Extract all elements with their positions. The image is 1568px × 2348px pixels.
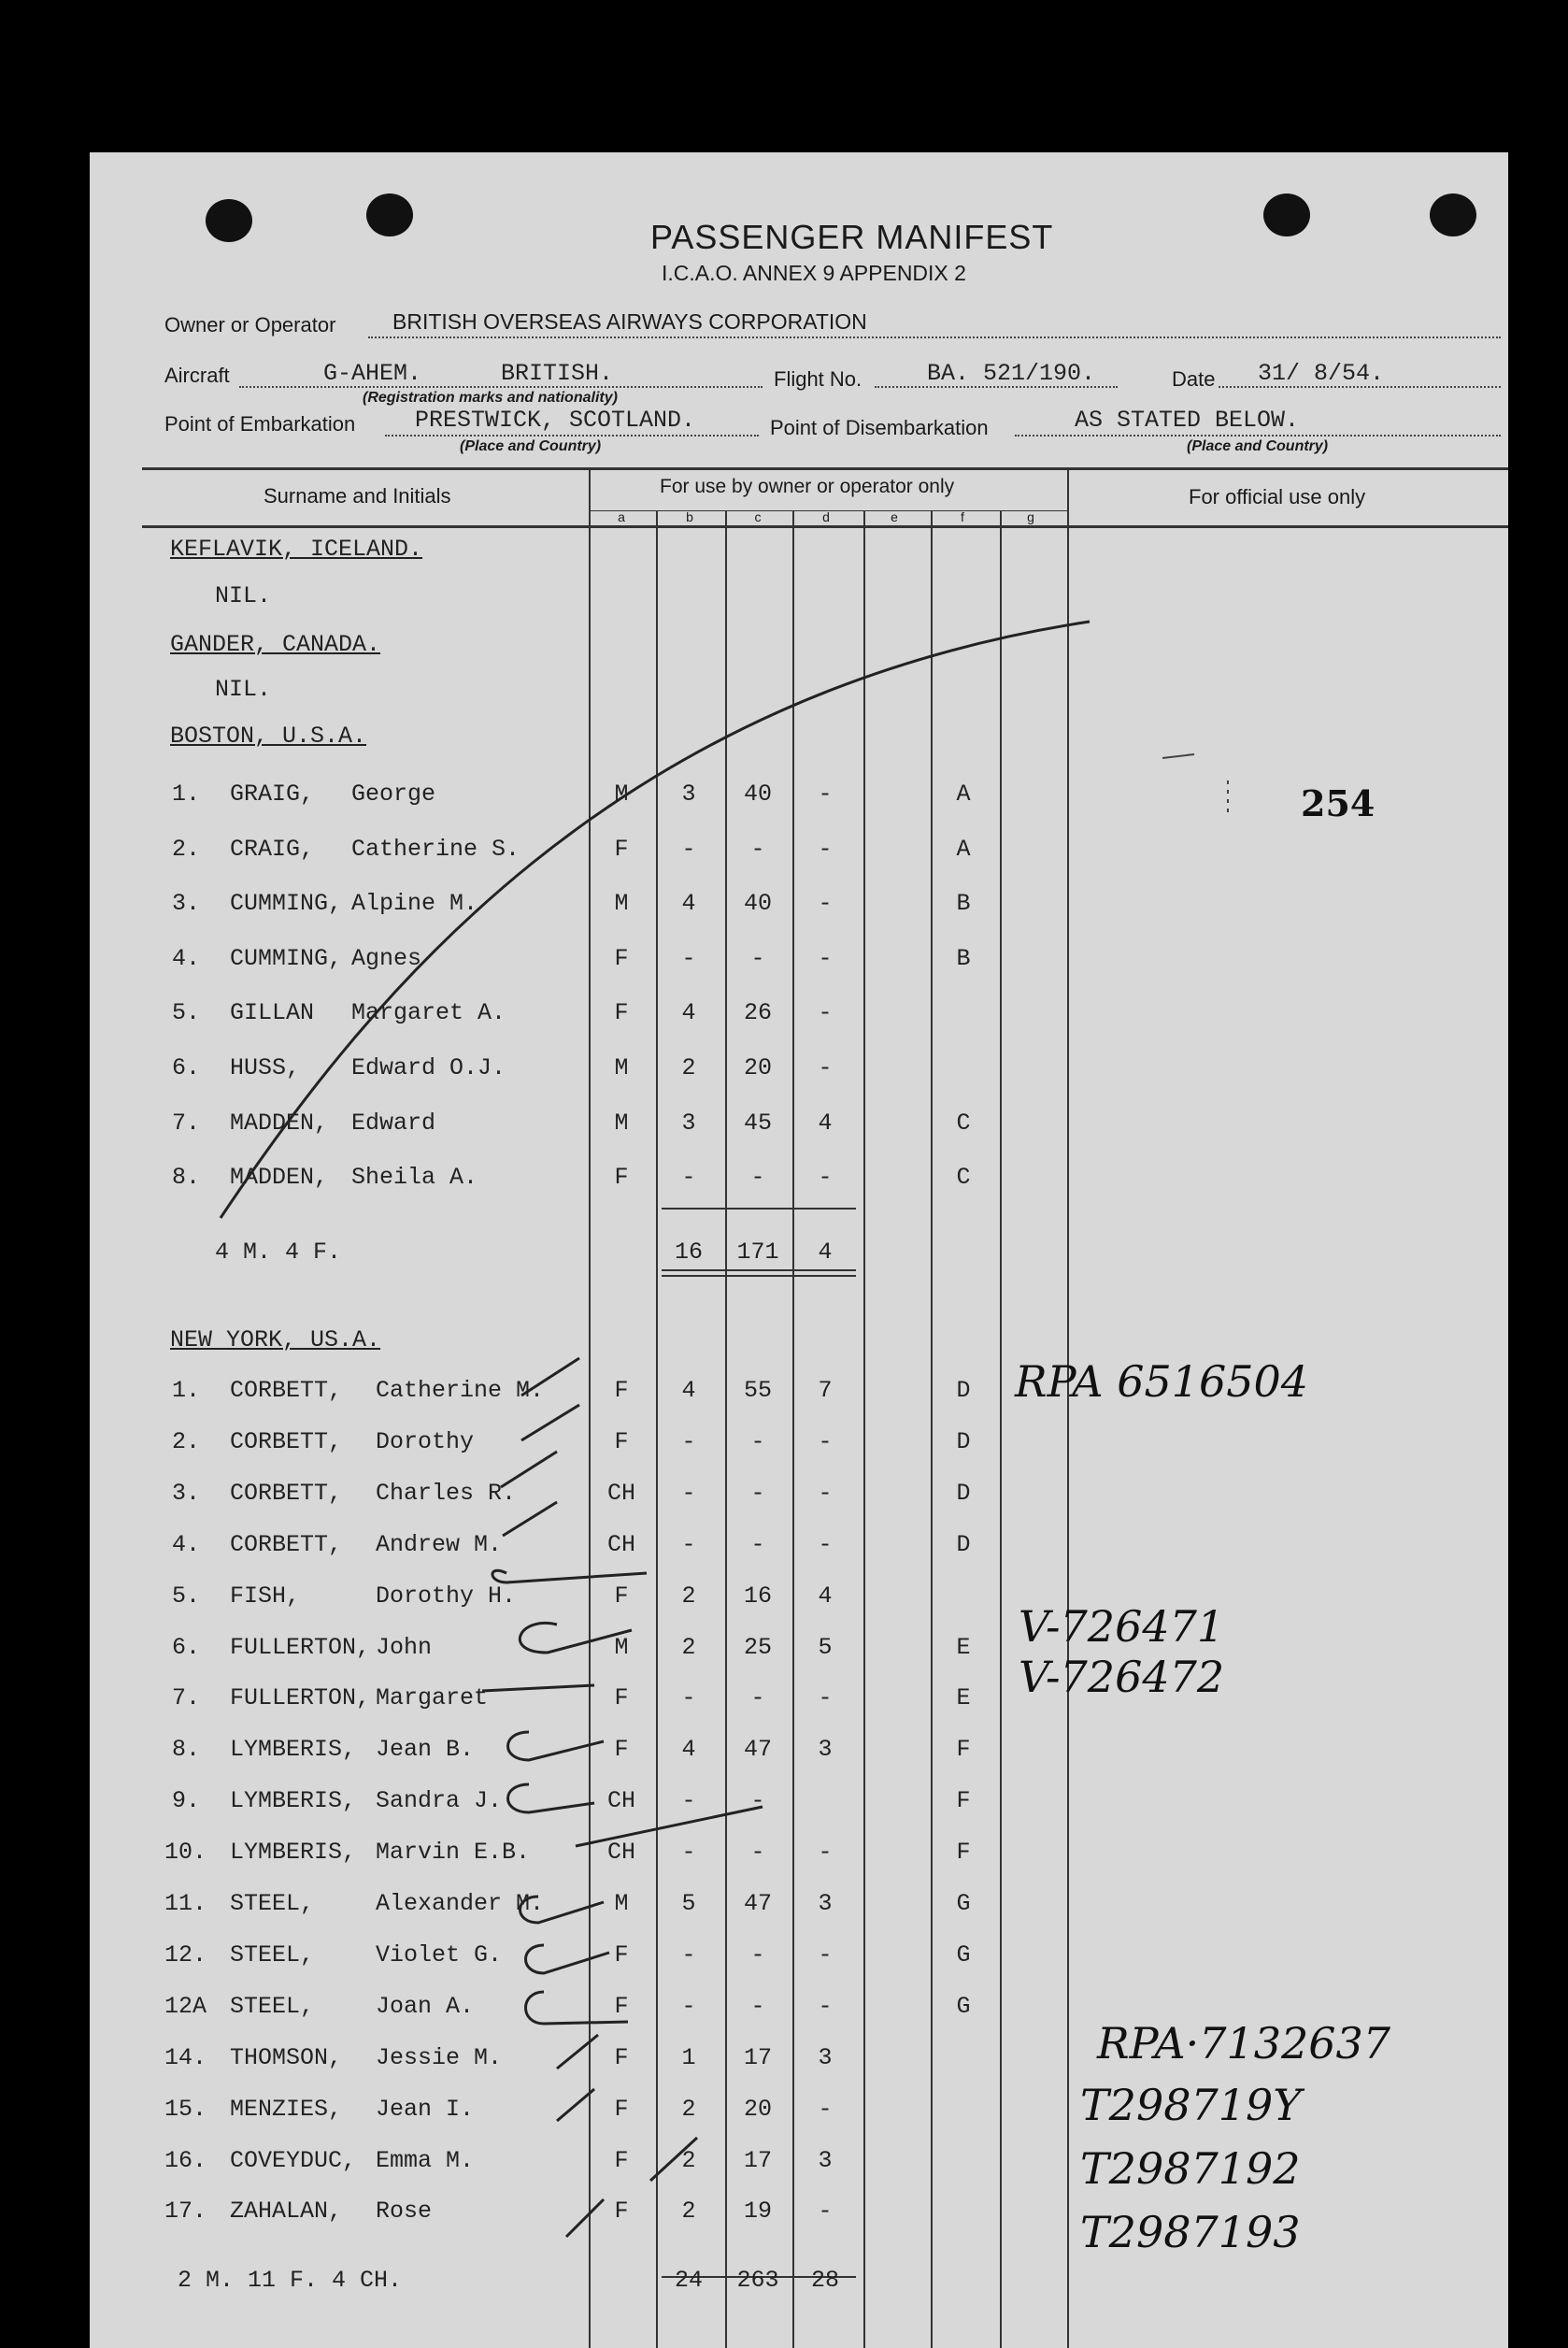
passenger-a: F bbox=[614, 1736, 629, 1764]
passenger-c: 25 bbox=[743, 1633, 772, 1661]
flight-label: Flight No. bbox=[774, 367, 862, 391]
passenger-b: 2 bbox=[681, 2095, 696, 2123]
passenger-b: 3 bbox=[681, 1109, 696, 1137]
passenger-given: Alexander M. bbox=[376, 1890, 545, 1917]
passenger-no: 15. bbox=[164, 2095, 207, 2123]
column-letter: a bbox=[618, 509, 625, 524]
passenger-b: 1 bbox=[681, 2043, 696, 2071]
section-keflavik-note: NIL. bbox=[215, 582, 272, 609]
passenger-b: - bbox=[681, 1787, 696, 1815]
passenger-no: 14. bbox=[164, 2043, 207, 2071]
aircraft-registration: G-AHEM. bbox=[323, 360, 422, 387]
column-letter: b bbox=[686, 509, 693, 524]
passenger-f: B bbox=[956, 944, 971, 972]
passenger-given: George bbox=[351, 780, 436, 808]
passenger-surname: CORBETT, bbox=[230, 1427, 343, 1455]
boston-total-b: 16 bbox=[674, 1238, 703, 1266]
date-label: Date bbox=[1172, 367, 1216, 391]
passenger-given: John bbox=[376, 1633, 433, 1661]
passenger-surname: MADDEN, bbox=[230, 1164, 329, 1192]
col-surname-header: Surname and Initials bbox=[264, 484, 451, 508]
passenger-f: B bbox=[956, 890, 971, 918]
passenger-f: D bbox=[956, 1377, 971, 1404]
passenger-a: F bbox=[614, 2095, 629, 2123]
passenger-d: - bbox=[818, 2198, 833, 2226]
newyork-total-label: 2 M. 11 F. 4 CH. bbox=[178, 2267, 403, 2294]
handwritten-rpa-1: RPA 6516504 bbox=[1015, 1356, 1309, 1407]
passenger-a: M bbox=[614, 1890, 629, 1917]
passenger-surname: MADDEN, bbox=[230, 1109, 329, 1137]
col-owner-header: For use by owner or operator only bbox=[660, 476, 955, 497]
column-letter: c bbox=[754, 509, 762, 524]
passenger-c: 17 bbox=[743, 2146, 772, 2174]
passenger-a: F bbox=[614, 2043, 629, 2071]
passenger-given: Catherine S. bbox=[351, 835, 520, 863]
passenger-surname: CUMMING, bbox=[230, 944, 343, 972]
section-boston-title: BOSTON, U.S.A. bbox=[170, 723, 367, 750]
passenger-b: 2 bbox=[681, 1633, 696, 1661]
passenger-c: - bbox=[750, 1479, 765, 1507]
passenger-surname: MENZIES, bbox=[230, 2095, 343, 2123]
passenger-f: F bbox=[956, 1787, 971, 1815]
passenger-c: 20 bbox=[743, 1054, 772, 1081]
passenger-a: CH bbox=[606, 1839, 635, 1867]
passenger-surname: CORBETT, bbox=[230, 1479, 343, 1507]
passenger-a: F bbox=[614, 1992, 629, 2020]
passenger-d: - bbox=[818, 1164, 833, 1192]
passenger-a: F bbox=[614, 2198, 629, 2226]
passenger-a: F bbox=[614, 999, 629, 1027]
embarkation-note: (Place and Country) bbox=[460, 438, 602, 454]
passenger-b: - bbox=[681, 1479, 696, 1507]
passenger-a: M bbox=[614, 890, 629, 918]
passenger-d: - bbox=[818, 999, 833, 1027]
passenger-no: 10. bbox=[164, 1839, 207, 1867]
passenger-a: CH bbox=[606, 1787, 635, 1815]
passenger-c: 45 bbox=[743, 1109, 772, 1137]
passenger-given: Jean I. bbox=[376, 2095, 475, 2123]
passenger-surname: FULLERTON, bbox=[230, 1684, 371, 1712]
passenger-b: - bbox=[681, 1992, 696, 2020]
passenger-a: F bbox=[614, 1684, 629, 1712]
passenger-c: - bbox=[750, 1427, 765, 1455]
passenger-a: M bbox=[614, 1054, 629, 1081]
passenger-c: 26 bbox=[743, 999, 772, 1027]
section-gander-title: GANDER, CANADA. bbox=[170, 631, 381, 658]
handwritten-t-1: T298719Y bbox=[1080, 2080, 1302, 2130]
passenger-d: - bbox=[818, 1479, 833, 1507]
passenger-d: - bbox=[818, 1054, 833, 1081]
handwritten-v-2: V-726472 bbox=[1019, 1652, 1225, 1702]
passenger-f: A bbox=[956, 780, 971, 808]
passenger-no: 7. bbox=[172, 1109, 201, 1137]
passenger-given: Dorothy H. bbox=[376, 1582, 517, 1610]
passenger-d: - bbox=[818, 835, 833, 863]
passenger-given: Joan A. bbox=[376, 1992, 475, 2020]
pen-marks bbox=[90, 152, 1508, 2348]
column-letter: e bbox=[891, 509, 898, 524]
page-subtitle: I.C.A.O. ANNEX 9 APPENDIX 2 bbox=[662, 261, 966, 285]
passenger-surname: GILLAN bbox=[230, 999, 315, 1027]
passenger-c: 47 bbox=[743, 1736, 772, 1764]
passenger-no: 1. bbox=[172, 1377, 201, 1404]
passenger-no: 8. bbox=[172, 1736, 201, 1764]
passenger-b: 2 bbox=[681, 2198, 696, 2226]
passenger-b: 2 bbox=[681, 1054, 696, 1081]
section-newyork-title: NEW YORK, US.A. bbox=[170, 1326, 381, 1353]
passenger-b: - bbox=[681, 1164, 696, 1192]
passenger-no: 1. bbox=[172, 780, 201, 808]
passenger-surname: GRAIG, bbox=[230, 780, 315, 808]
manifest-sheet bbox=[90, 152, 1508, 2348]
passenger-f: E bbox=[956, 1633, 971, 1661]
passenger-f: G bbox=[956, 1992, 971, 2020]
passenger-d: - bbox=[818, 1684, 833, 1712]
passenger-b: 4 bbox=[681, 1736, 696, 1764]
passenger-a: CH bbox=[606, 1530, 635, 1558]
passenger-given: Emma M. bbox=[376, 2146, 475, 2174]
passenger-given: Andrew M. bbox=[376, 1530, 503, 1558]
passenger-d: - bbox=[818, 2095, 833, 2123]
passenger-no: 3. bbox=[172, 1479, 201, 1507]
column-letter: d bbox=[822, 509, 830, 524]
passenger-surname: LYMBERIS, bbox=[230, 1839, 357, 1867]
passenger-d: - bbox=[818, 1992, 833, 2020]
owner-label: Owner or Operator bbox=[164, 313, 336, 336]
passenger-b: - bbox=[681, 1940, 696, 1969]
passenger-surname: ZAHALAN, bbox=[230, 2198, 343, 2226]
passenger-f: D bbox=[956, 1530, 971, 1558]
passenger-given: Margaret A. bbox=[351, 999, 506, 1027]
passenger-given: Charles R. bbox=[376, 1479, 517, 1507]
passenger-given: Marvin E.B. bbox=[376, 1839, 531, 1867]
passenger-surname: CORBETT, bbox=[230, 1530, 343, 1558]
col-official-header: For official use only bbox=[1189, 485, 1366, 508]
handwritten-t-2: T2987192 bbox=[1080, 2143, 1301, 2194]
passenger-no: 12. bbox=[164, 1940, 207, 1969]
passenger-no: 2. bbox=[172, 835, 201, 863]
passenger-a: F bbox=[614, 2146, 629, 2174]
passenger-c: 47 bbox=[743, 1890, 772, 1917]
passenger-c: - bbox=[750, 1992, 765, 2020]
passenger-given: Sheila A. bbox=[351, 1164, 478, 1192]
passenger-b: - bbox=[681, 1427, 696, 1455]
passenger-d: 3 bbox=[818, 1736, 833, 1764]
owner-value: BRITISH OVERSEAS AIRWAYS CORPORATION bbox=[392, 309, 867, 334]
page-title: PASSENGER MANIFEST bbox=[650, 218, 1054, 256]
passenger-surname: STEEL, bbox=[230, 1890, 315, 1917]
aircraft-nationality: BRITISH. bbox=[501, 360, 614, 387]
passenger-b: 5 bbox=[681, 1890, 696, 1917]
passenger-c: 19 bbox=[743, 2198, 772, 2226]
handwritten-v-1: V-726471 bbox=[1019, 1601, 1225, 1652]
passenger-surname: HUSS, bbox=[230, 1054, 301, 1081]
passenger-f: C bbox=[956, 1164, 971, 1192]
date-value: 31/ 8/54. bbox=[1258, 360, 1385, 387]
aircraft-label: Aircraft bbox=[164, 364, 230, 387]
newyork-total-b: 24 bbox=[674, 2267, 703, 2294]
passenger-a: M bbox=[614, 780, 629, 808]
boston-total-d: 4 bbox=[818, 1238, 833, 1266]
passenger-d: - bbox=[818, 1530, 833, 1558]
passenger-b: - bbox=[681, 1839, 696, 1867]
passenger-f: F bbox=[956, 1736, 971, 1764]
passenger-d: 3 bbox=[818, 1890, 833, 1917]
disembarkation-label: Point of Disembarkation bbox=[770, 416, 989, 439]
passenger-c: 20 bbox=[743, 2095, 772, 2123]
passenger-d: - bbox=[818, 780, 833, 808]
section-gander-note: NIL. bbox=[215, 676, 272, 703]
passenger-no: 6. bbox=[172, 1054, 201, 1081]
passenger-given: Dorothy bbox=[376, 1427, 475, 1455]
passenger-b: 2 bbox=[681, 2146, 696, 2174]
passenger-surname: THOMSON, bbox=[230, 2043, 343, 2071]
passenger-surname: LYMBERIS, bbox=[230, 1736, 357, 1764]
passenger-f: D bbox=[956, 1479, 971, 1507]
passenger-d: 3 bbox=[818, 2043, 833, 2071]
passenger-f: D bbox=[956, 1427, 971, 1455]
passenger-a: F bbox=[614, 1427, 629, 1455]
passenger-given: Alpine M. bbox=[351, 890, 478, 918]
passenger-f: E bbox=[956, 1684, 971, 1712]
passenger-c: - bbox=[750, 1940, 765, 1969]
passenger-a: F bbox=[614, 1164, 629, 1192]
passenger-d: - bbox=[818, 890, 833, 918]
passenger-given: Jean B. bbox=[376, 1736, 475, 1764]
passenger-surname: STEEL, bbox=[230, 1992, 315, 2020]
passenger-surname: CUMMING, bbox=[230, 890, 343, 918]
column-letter: f bbox=[961, 509, 964, 524]
passenger-given: Edward bbox=[351, 1109, 436, 1137]
passenger-c: 17 bbox=[743, 2043, 772, 2071]
passenger-a: M bbox=[614, 1109, 629, 1137]
passenger-no: 5. bbox=[172, 1582, 201, 1610]
passenger-f: G bbox=[956, 1940, 971, 1969]
passenger-d: 5 bbox=[818, 1633, 833, 1661]
passenger-no: 9. bbox=[172, 1787, 201, 1815]
passenger-c: 40 bbox=[743, 890, 772, 918]
passenger-given: Sandra J. bbox=[376, 1787, 503, 1815]
passenger-surname: CRAIG, bbox=[230, 835, 315, 863]
passenger-d: 7 bbox=[818, 1377, 833, 1404]
passenger-a: F bbox=[614, 1582, 629, 1610]
passenger-no: 8. bbox=[172, 1164, 201, 1192]
passenger-given: Jessie M. bbox=[376, 2043, 503, 2071]
handwritten-t-3: T2987193 bbox=[1080, 2207, 1301, 2257]
disembarkation-note: (Place and Country) bbox=[1187, 438, 1329, 454]
section-keflavik-title: KEFLAVIK, ICELAND. bbox=[170, 536, 423, 563]
passenger-no: 17. bbox=[164, 2198, 207, 2226]
passenger-no: 11. bbox=[164, 1890, 207, 1917]
passenger-b: 4 bbox=[681, 890, 696, 918]
passenger-surname: FULLERTON, bbox=[230, 1633, 371, 1661]
passenger-a: CH bbox=[606, 1479, 635, 1507]
passenger-d: 4 bbox=[818, 1109, 833, 1137]
passenger-no: 16. bbox=[164, 2146, 207, 2174]
passenger-f: F bbox=[956, 1839, 971, 1867]
passenger-f: G bbox=[956, 1890, 971, 1917]
passenger-surname: LYMBERIS, bbox=[230, 1787, 357, 1815]
passenger-given: Agnes bbox=[351, 944, 422, 972]
passenger-b: 4 bbox=[681, 1377, 696, 1404]
passenger-no: 4. bbox=[172, 944, 201, 972]
newyork-total-d: 28 bbox=[810, 2267, 839, 2294]
passenger-d: - bbox=[818, 1427, 833, 1455]
passenger-no: 4. bbox=[172, 1530, 201, 1558]
passenger-a: F bbox=[614, 944, 629, 972]
passenger-no: 12A bbox=[164, 1992, 207, 2020]
passenger-a: M bbox=[614, 1633, 629, 1661]
passenger-d: - bbox=[818, 944, 833, 972]
passenger-d: 3 bbox=[818, 2146, 833, 2174]
passenger-c: 55 bbox=[743, 1377, 772, 1404]
passenger-f: A bbox=[956, 835, 971, 863]
passenger-c: - bbox=[750, 1684, 765, 1712]
passenger-no: 2. bbox=[172, 1427, 201, 1455]
passenger-surname: STEEL, bbox=[230, 1940, 315, 1969]
passenger-b: - bbox=[681, 1684, 696, 1712]
passenger-b: 3 bbox=[681, 780, 696, 808]
passenger-f: C bbox=[956, 1109, 971, 1137]
embarkation-value: PRESTWICK, SCOTLAND. bbox=[415, 407, 696, 434]
boston-total-c: 171 bbox=[736, 1238, 779, 1266]
passenger-no: 7. bbox=[172, 1684, 201, 1712]
passenger-d: 4 bbox=[818, 1582, 833, 1610]
passenger-given: Margaret bbox=[376, 1684, 489, 1712]
passenger-surname: COVEYDUC, bbox=[230, 2146, 357, 2174]
column-letter: g bbox=[1027, 509, 1034, 524]
passenger-a: F bbox=[614, 1940, 629, 1969]
passenger-given: Edward O.J. bbox=[351, 1054, 506, 1081]
passenger-given: Violet G. bbox=[376, 1940, 503, 1969]
official-number: 254 bbox=[1301, 782, 1376, 824]
newyork-total-c: 263 bbox=[736, 2267, 779, 2294]
aircraft-note: (Registration marks and nationality) bbox=[363, 390, 618, 406]
passenger-b: - bbox=[681, 1530, 696, 1558]
passenger-no: 3. bbox=[172, 890, 201, 918]
passenger-c: - bbox=[750, 835, 765, 863]
embarkation-label: Point of Embarkation bbox=[164, 412, 356, 436]
passenger-given: Catherine M. bbox=[376, 1377, 545, 1404]
passenger-c: - bbox=[750, 1839, 765, 1867]
passenger-c: 40 bbox=[743, 780, 772, 808]
passenger-surname: FISH, bbox=[230, 1582, 301, 1610]
passenger-no: 5. bbox=[172, 999, 201, 1027]
boston-total-label: 4 M. 4 F. bbox=[215, 1238, 342, 1266]
passenger-c: - bbox=[750, 1164, 765, 1192]
passenger-c: - bbox=[750, 1530, 765, 1558]
passenger-a: F bbox=[614, 835, 629, 863]
passenger-d: - bbox=[818, 1839, 833, 1867]
handwritten-rpa-2: RPA·7132637 bbox=[1097, 2018, 1391, 2069]
passenger-b: - bbox=[681, 944, 696, 972]
passenger-b: 2 bbox=[681, 1582, 696, 1610]
passenger-b: - bbox=[681, 835, 696, 863]
passenger-c: 16 bbox=[743, 1582, 772, 1610]
passenger-no: 6. bbox=[172, 1633, 201, 1661]
passenger-surname: CORBETT, bbox=[230, 1377, 343, 1404]
disembarkation-value: AS STATED BELOW. bbox=[1075, 407, 1300, 434]
flight-number: BA. 521/190. bbox=[927, 360, 1096, 387]
passenger-d: - bbox=[818, 1940, 833, 1969]
passenger-given: Rose bbox=[376, 2198, 433, 2226]
passenger-c: - bbox=[750, 1787, 765, 1815]
passenger-c: - bbox=[750, 944, 765, 972]
passenger-b: 4 bbox=[681, 999, 696, 1027]
passenger-a: F bbox=[614, 1377, 629, 1404]
